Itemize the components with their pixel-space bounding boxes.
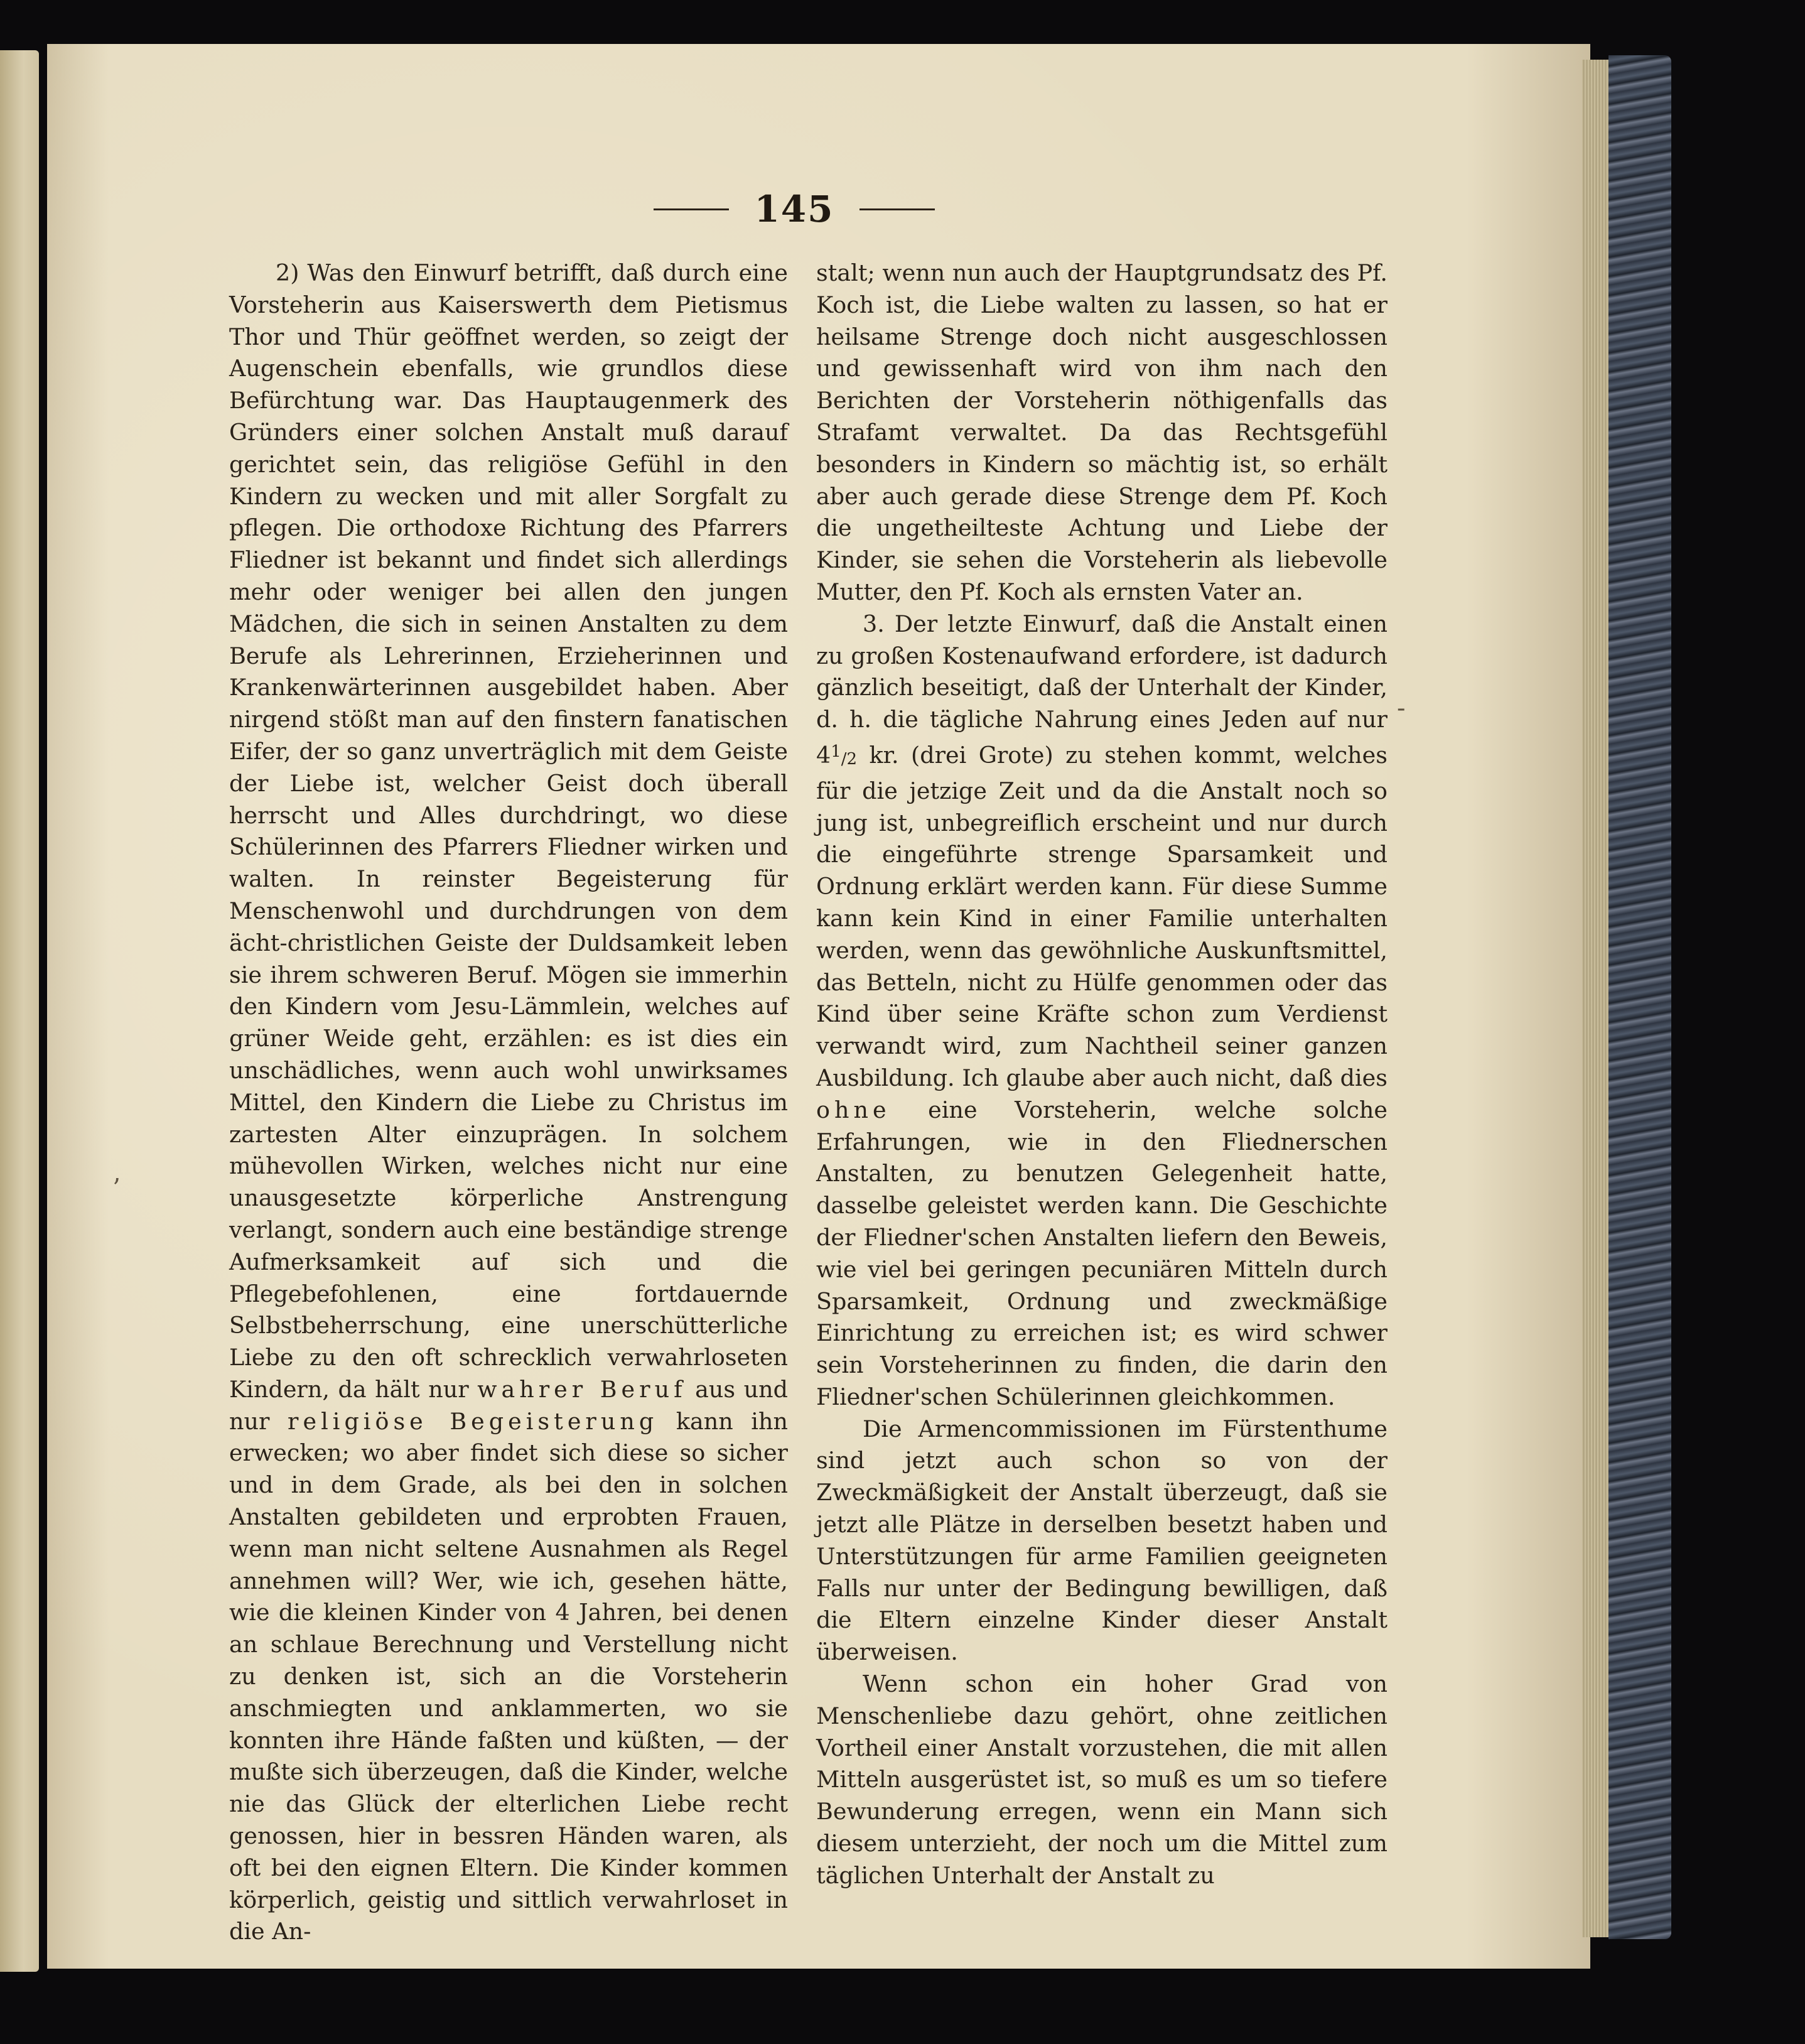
margin-dash-mark: ‐ bbox=[1397, 694, 1406, 723]
header-rule-left bbox=[654, 208, 729, 210]
left-p1-mid: aus und nur bbox=[229, 1375, 789, 1435]
left-p1-text: 2) Was den Einwurf betrifft, daß durch eine Vorsteherin aus Kaiserswerth dem Pietismus Thor und Thür geöffnet werden, so zeigt der Augenschein ebenfalls, wie grundlos diese Befürchtung war. Das Hauptaugenmerk des Gründers einer solchen Anstalt muß darauf gerichtet sein, das religiöse Gefühl in den Kindern zu wecken und mit aller Sorgfalt zu pflegen. Die orthodoxe Richtung des Pfarrers Fliedner ist bekannt und findet sich allerdings mehr oder weniger bei allen den jungen Mädchen, die sich in seinen Anstalten zu dem Berufe als Lehrerinnen, Erzieherinnen und Krankenwärterinnen ausgebildet haben. Aber nirgend stößt man auf den finstern fanatischen Eifer, der so ganz unverträglich mit dem Geiste der Liebe ist, welcher Geist doch überall herrscht und Alles durchdringt, wo diese Schülerinnen des Pfarrers Fliedner wirken und walten. In reinster Begeisterung für Menschenwohl und durchdrungen von dem ächt-christlichen Geiste der Duldsamkeit leben sie ihrem schweren Beruf. Mögen sie immerhin den Kindern vom Jesu-Lämmlein, welches auf grüner Weide geht, erzählen: es ist dies ein unschädliches, wenn auch wohl unwirksames Mittel, den Kindern die Liebe zu Christus im zartesten Alter einzuprägen. In solchem mühevollen Wirken, welches nicht nur eine unausgesetzte körperliche Anstrengung verlangt, sondern auch eine beständige strenge Aufmerksamkeit auf sich und die Pflegebefohlenen, eine fortdauernde Selbstbeherrschung, eine unerschütterliche Liebe zu den oft schrecklich verwahrloseten Kindern, da hält nur bbox=[229, 259, 788, 1403]
right-p2-end: eine Vorsteherin, welche solche Erfahrungen, wie in den Fliednerschen Anstalten, zu benutzen Gelegenheit hatte, dasselbe geleistet werden kann. Die Geschichte der Fliedner'schen Anstalten liefern den Beweis, wie viel bei geringen pecuniären Mitteln durch Sparsamkeit, Ordnung und zweckmäßige Einrichtung zu erreichen ist; es wird schwer sein Vorsteherinnen zu finden, die darin den Fliedner'schen Schülerinnen gleichkommen. bbox=[816, 1096, 1387, 1410]
left-p1-end: kann ihn erwecken; wo aber findet sich diese so sicher und in dem Grade, als bei den in solchen Anstalten gebildeten und erprobten Frauen, wenn man nicht seltene Ausnahmen als Regel annehmen will? Wer, wie ich, gesehen hätte, wie die kleinen Kinder von 4 Jahren, bei denen an schlaue Berechnung und Verstellung nicht zu denken ist, sich an die Vorsteherin anschmiegten und anklammerten, wo sie konnten ihre Hände faßten und küßten, — der mußte sich überzeugen, daß die Kinder, welche nie das Glück der elterlichen Liebe recht genossen, hier in bessren Händen waren, als oft bei den eignen Eltern. Die Kinder kommen körperlich, geistig und sittlich verwahrloset in die An- bbox=[229, 1407, 789, 1945]
right-paragraph-3: Die Armencommissionen im Fürstenthume sind jetzt auch schon so von der Zweckmäßigkeit der Anstalt überzeugt, daß sie jetzt alle Plätze in derselben besetzt haben und Unterstützungen für arme Familien geeigneten Falls nur unter der Bedingung bewilligen, daß die Eltern einzelne Kinder dieser Anstalt überweisen. bbox=[816, 1415, 1387, 1666]
page-header bbox=[631, 187, 957, 231]
right-paragraph-4: Wenn schon ein hoher Grad von Menschenliebe dazu gehört, ohne zeitlichen Vortheil einer Anstalt vorzustehen, die mit allen Mitteln ausgerüstet ist, so muß es um so tiefere Bewunderung erregen, wenn ein Mann sich diesem unterzieht, der noch um die Mittel zum täglichen Unterhalt der Anstalt zu bbox=[816, 1670, 1387, 1889]
left-column bbox=[229, 257, 788, 1948]
book-cover-edge bbox=[1608, 55, 1671, 1939]
right-column bbox=[816, 257, 1387, 1892]
margin-tick-mark: ʼ bbox=[112, 1174, 120, 1203]
right-paragraph-1: stalt; wenn nun auch der Hauptgrundsatz des Pf. Koch ist, die Liebe walten zu lassen, so hat er heilsame Strenge doch nicht ausgeschlossen und gewissenhaft wird von ihm nach den Berichten der Vorsteherin nöthigenfalls das Strafamt verwaltet. Da das Rechtsgefühl besonders in Kindern so mächtig ist, so erhält aber auch gerade diese Strenge dem Pf. Koch die ungetheilteste Achtung und Liebe der Kinder, sie sehen die Vorsteherin als liebevolle Mutter, den Pf. Koch als ernsten Vater an. bbox=[816, 259, 1387, 605]
right-p2-start: 3. Der letzte Einwurf, daß die Anstalt einen zu großen Kostenaufwand erfordere, ist dadurch gänzlich beseitigt, daß der Unterhalt der Kinder, d. h. die tägliche Nahrung eines Jeden auf nur 4 bbox=[816, 610, 1387, 769]
fraction-denominator: /2 bbox=[841, 749, 858, 769]
spaced-ohne: ohne bbox=[816, 1096, 891, 1123]
left-page-edge bbox=[0, 50, 39, 1972]
spaced-religioese-begeisterung: religiöse Begeisterung bbox=[288, 1407, 659, 1435]
right-p2-mid: kr. (drei Grote) zu stehen kommt, welches für die jetzige Zeit und da die Anstalt noch so jung ist, unbegreiflich erscheint und nur durch die eingeführte strenge Sparsamkeit und Ordnung erklärt werden kann. Für diese Summe kann kein Kind in einer Familie unterhalten werden, wenn das gewöhnliche Auskunftsmittel, das Betteln, nicht zu Hülfe genommen oder das Kind über seine Kräfte schon zum Verdienst verwandt wird, zum Nachtheil seiner ganzen Ausbildung. Ich glaube aber auch nicht, daß dies bbox=[816, 741, 1387, 1091]
right-paragraph-2 bbox=[816, 608, 1387, 1414]
fraction-numerator: 1 bbox=[831, 742, 841, 761]
spaced-wahrer-beruf: wahrer Beruf bbox=[477, 1375, 687, 1403]
page-number: 145 bbox=[754, 188, 834, 230]
left-paragraph-1 bbox=[229, 257, 788, 1948]
header-rule-right bbox=[859, 208, 935, 210]
page-stack-edge bbox=[1582, 60, 1610, 1937]
